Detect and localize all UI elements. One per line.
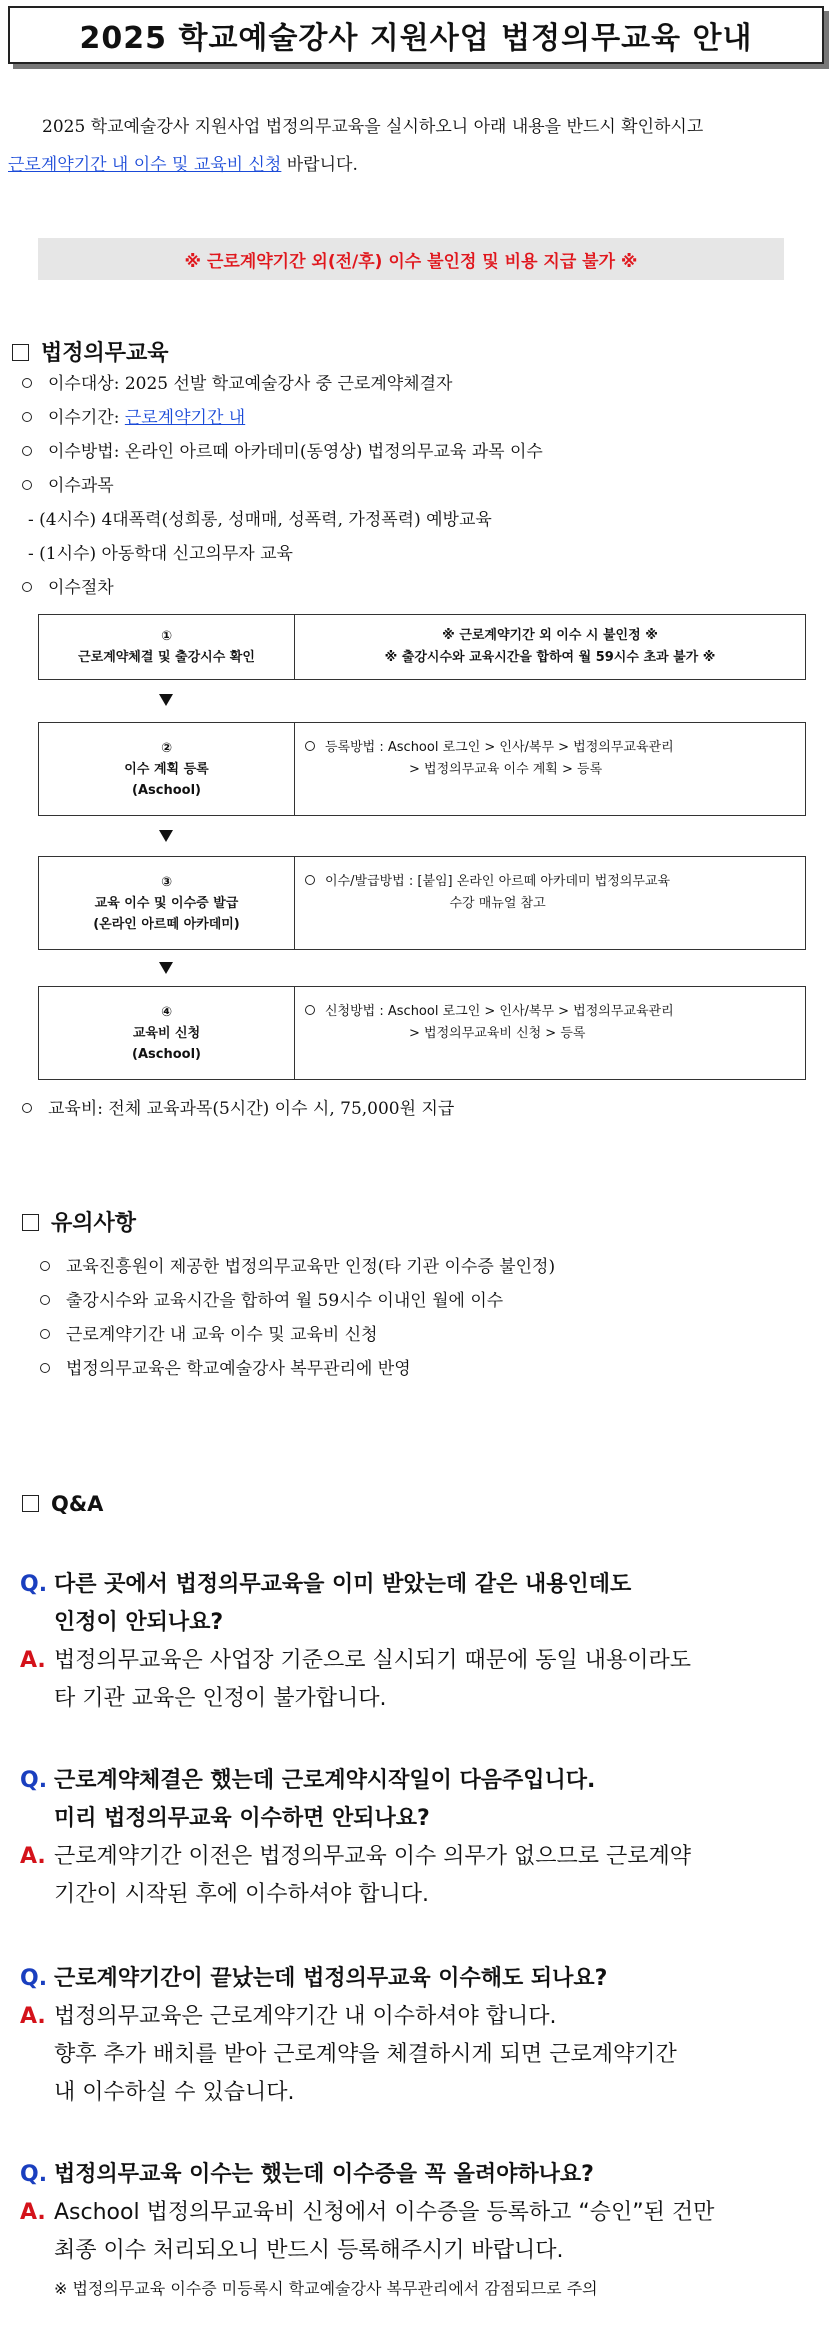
answer-note: ※ 법정의무교육 이수증 미등록시 학교예술강사 복무관리에서 감점되므로 주의 — [54, 2279, 598, 2298]
procedure-text: 이수절차 — [48, 578, 114, 598]
qa-item-1 — [20, 1566, 691, 1718]
list-item: 교육진흥원이 제공한 법정의무교육만 인정(타 기관 이수증 불인정) — [40, 1250, 555, 1284]
step-title: 교육 이수 및 이수증 발급 — [94, 895, 239, 911]
procedure-step-4 — [38, 986, 806, 1080]
qa-item-3 — [20, 1960, 677, 2112]
period-label: 이수기간: — [48, 408, 125, 428]
circle-bullet-icon — [22, 412, 32, 422]
question-label: Q. — [20, 2162, 48, 2187]
down-arrow-icon — [159, 694, 173, 706]
step-desc-1: ※ 근로계약기간 외 이수 시 불인정 ※ — [442, 628, 658, 643]
section-heading-mandatory-education: 법정의무교육 — [12, 336, 169, 367]
answer-label: A. — [20, 1648, 46, 1673]
mandatory-education-details — [22, 367, 543, 605]
square-bullet-icon — [22, 1495, 39, 1512]
step-desc-2: ※ 출강시수와 교육시간을 합하여 월 59시수 초과 불가 ※ — [384, 650, 716, 665]
warning-banner: ※ 근로계약기간 외(전/후) 이수 불인정 및 비용 지급 불가 ※ — [38, 238, 784, 280]
circle-bullet-icon — [22, 446, 32, 456]
course-2: - (1시수) 아동학대 신고의무자 교육 — [28, 544, 293, 564]
step-title: 교육비 신청 — [132, 1025, 201, 1041]
step-number: ② — [160, 740, 172, 756]
intro-link[interactable]: 근로계약기간 내 이수 및 교육비 신청 — [8, 155, 282, 175]
intro-line-2-rest: 바랍니다. — [281, 155, 358, 175]
circle-bullet-icon — [22, 1103, 32, 1113]
answer-text: 법정의무교육은 사업장 기준으로 실시되기 때문에 동일 내용이라도 — [54, 1648, 692, 1673]
down-arrow-icon — [159, 830, 173, 842]
question-label: Q. — [20, 1572, 48, 1597]
answer-text-cont: 최종 이수 처리되오니 반드시 등록해주시기 바랍니다. — [54, 2238, 564, 2263]
square-bullet-icon — [22, 1214, 39, 1231]
intro-paragraph — [8, 108, 823, 184]
step-desc-2: > 법정의무교육 이수 계획 > 등록 — [409, 762, 603, 777]
step-number: ① — [160, 629, 172, 644]
answer-label: A. — [20, 2004, 46, 2029]
circle-bullet-icon — [40, 1295, 50, 1305]
section-heading-notes: 유의사항 — [22, 1206, 136, 1237]
square-bullet-icon — [12, 344, 29, 361]
list-item: 출강시수와 교육시간을 합하여 월 59시수 이내인 월에 이수 — [40, 1284, 555, 1318]
step-desc-1: 신청방법 : Aschool 로그인 > 인사/복무 > 법정의무교육관리 — [325, 1004, 674, 1019]
page-title: 2025 학교예술강사 지원사업 법정의무교육 안내 — [8, 6, 824, 64]
question-text-cont: 인정이 안되나요? — [54, 1610, 224, 1635]
down-arrow-icon — [159, 962, 173, 974]
question-text: 다른 곳에서 법정의무교육을 이미 받았는데 같은 내용인데도 — [54, 1572, 632, 1597]
question-text: 법정의무교육 이수는 했는데 이수증을 꼭 올려야하나요? — [54, 2162, 594, 2187]
step-title: 이수 계획 등록 — [124, 761, 209, 777]
answer-text: Aschool 법정의무교육비 신청에서 이수증을 등록하고 “승인”된 건만 — [54, 2200, 715, 2225]
procedure-step-3 — [38, 856, 806, 950]
step-desc-2: 수강 매뉴얼 참고 — [449, 896, 546, 911]
qa-item-2 — [20, 1762, 691, 1914]
circle-bullet-icon — [22, 480, 32, 490]
circle-bullet-icon — [305, 875, 315, 885]
list-item: 법정의무교육은 학교예술강사 복무관리에 반영 — [40, 1352, 555, 1386]
answer-text-cont: 기간이 시작된 후에 이수하셔야 합니다. — [54, 1882, 429, 1907]
intro-line-1: 2025 학교예술강사 지원사업 법정의무교육을 실시하오니 아래 내용을 반드시 확인하시고 — [42, 117, 704, 137]
circle-bullet-icon — [40, 1329, 50, 1339]
step-subtitle: (Aschool) — [132, 782, 201, 798]
course-1: - (4시수) 4대폭력(성희롱, 성매매, 성폭력, 가정폭력) 예방교육 — [28, 510, 492, 530]
answer-text: 근로계약기간 이전은 법정의무교육 이수 의무가 없으므로 근로계약 — [54, 1844, 692, 1869]
answer-text: 법정의무교육은 근로계약기간 내 이수하셔야 합니다. — [54, 2004, 557, 2029]
question-label: Q. — [20, 1966, 48, 1991]
circle-bullet-icon — [305, 1005, 315, 1015]
fee-line — [22, 1092, 454, 1126]
circle-bullet-icon — [40, 1363, 50, 1373]
step-subtitle: (Aschool) — [132, 1046, 201, 1062]
step-number: ③ — [160, 874, 172, 890]
question-text: 근로계약체결은 했는데 근로계약시작일이 다음주입니다. — [54, 1768, 596, 1793]
step-subtitle: (온라인 아르떼 아카데미) — [93, 916, 240, 932]
circle-bullet-icon — [22, 378, 32, 388]
list-item: 근로계약기간 내 교육 이수 및 교육비 신청 — [40, 1318, 555, 1352]
circle-bullet-icon — [22, 582, 32, 592]
answer-label: A. — [20, 1844, 46, 1869]
procedure-step-2 — [38, 722, 806, 816]
qa-item-4 — [20, 2156, 714, 2308]
circle-bullet-icon — [305, 741, 315, 751]
answer-text-cont: 내 이수하실 수 있습니다. — [54, 2080, 295, 2105]
answer-text-cont: 향후 추가 배치를 받아 근로계약을 체결하시게 되면 근로계약기간 — [54, 2042, 677, 2067]
method-text: 이수방법: 온라인 아르떼 아카데미(동영상) 법정의무교육 과목 이수 — [48, 442, 543, 462]
step-desc-2: > 법정의무교육비 신청 > 등록 — [409, 1026, 586, 1041]
target-text: 이수대상: 2025 선발 학교예술강사 중 근로계약체결자 — [48, 374, 453, 394]
section-heading-qa: Q&A — [22, 1492, 103, 1516]
step-number: ④ — [160, 1004, 172, 1020]
period-link[interactable]: 근로계약기간 내 — [124, 408, 246, 428]
procedure-step-1 — [38, 614, 806, 680]
question-label: Q. — [20, 1768, 48, 1793]
question-text-cont: 미리 법정의무교육 이수하면 안되나요? — [54, 1806, 430, 1831]
step-desc-1: 이수/발급방법 : [붙임] 온라인 아르떼 아카데미 법정의무교육 — [325, 874, 671, 889]
fee-text: 교육비: 전체 교육과목(5시간) 이수 시, 75,000원 지급 — [48, 1099, 455, 1119]
answer-label: A. — [20, 2200, 46, 2225]
step-title: 근로계약체결 및 출강시수 확인 — [78, 650, 255, 665]
answer-text-cont: 타 기관 교육은 인정이 불가합니다. — [54, 1686, 387, 1711]
circle-bullet-icon — [40, 1261, 50, 1271]
notes-list — [40, 1250, 555, 1386]
courses-text: 이수과목 — [48, 476, 114, 496]
step-desc-1: 등록방법 : Aschool 로그인 > 인사/복무 > 법정의무교육관리 — [325, 740, 674, 755]
question-text: 근로계약기간이 끝났는데 법정의무교육 이수해도 되나요? — [54, 1966, 608, 1991]
